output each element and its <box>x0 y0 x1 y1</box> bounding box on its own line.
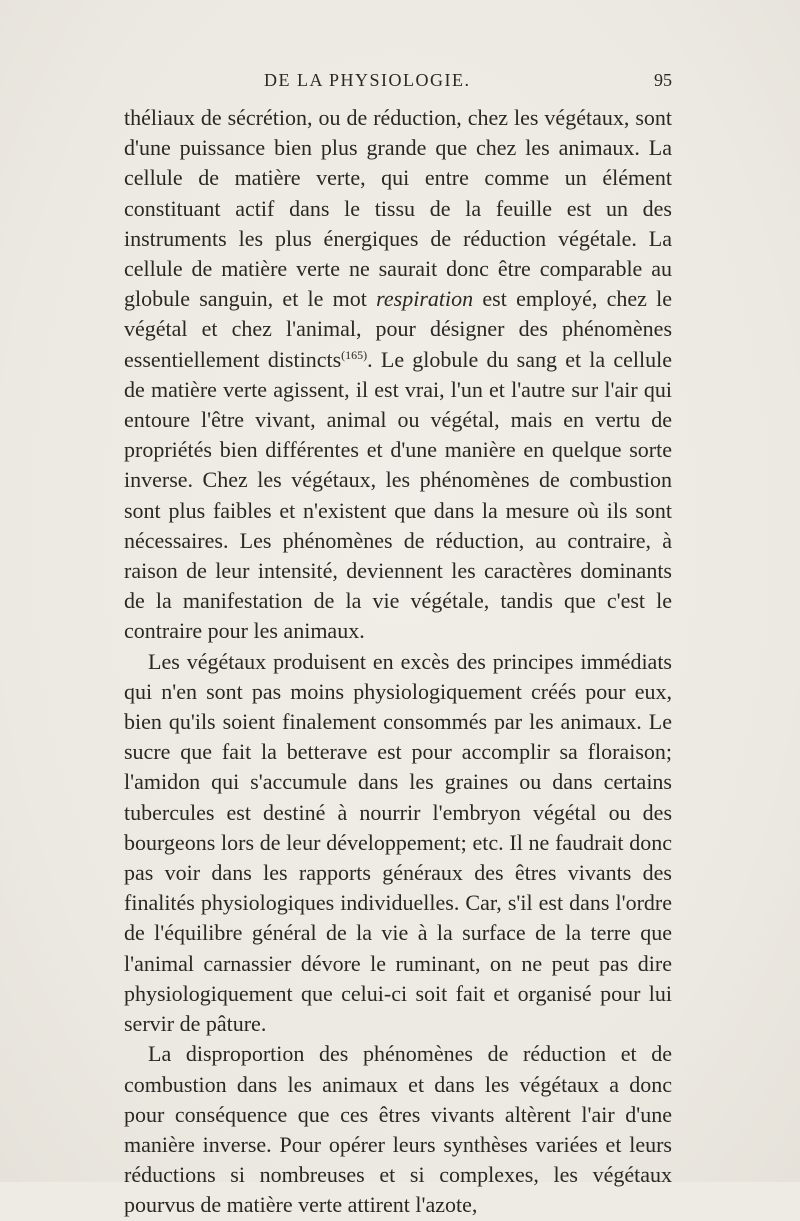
footnote-reference: (165) <box>341 347 368 362</box>
body-text <box>124 103 672 1221</box>
paragraph-2: Les végétaux produisent en excès des principes immédiats qui n'en sont pas moins physiologiquement créés pour eux, bien qu'ils soient finalement consommés par les animaux. Le sucre que fait la betterave est pour accomplir sa floraison; l'amidon qui s'accumule dans les graines ou dans certains tubercules est destiné à nourrir l'embryon végétal ou des bourgeons lors de leur développement; etc. Il ne faudrait donc pas voir dans les rapports généraux des êtres vivants des finalités physiologiques individuelles. Car, s'il est dans l'ordre de l'équilibre général de la vie à la surface de la terre que l'animal carnassier dévore le ruminant, on ne peut pas dire physiologiquement que celui-ci soit fait et organisé pour lui servir de pâture. <box>124 648 672 1037</box>
paragraph-1-text-a: théliaux de sécrétion, ou de réduction, chez les végétaux, sont d'une puissance bien plus grande que chez les animaux. La cellule de matière verte, qui entre comme un élément constituant actif dans le tissu de la feuille est un des instruments les plus énergiques de réduction végétale. La cellule de matière verte ne saurait donc être comparable au globule sanguin, et le mot <box>124 105 672 312</box>
page-number: 95 <box>654 70 672 90</box>
paragraph-1 <box>124 103 672 647</box>
emphasis-respiration: respiration <box>376 286 474 312</box>
paragraph-1-text-c: . Le globule du sang et la cellule de matière verte agissent, il est vrai, l'un et l'autre sur l'air qui entoure l'être vivant, animal ou végétal, mais en vertu de propriétés bien différentes et d'une manière en quelque sorte inverse. Chez les végétaux, les phénomènes de combustion sont plus faibles et n'existent que dans la mesure où ils sont nécessaires. Les phénomènes de réduction, au contraire, à raison de leur intensité, deviennent les caractères dominants de la manifestation de la vie végétale, tandis que c'est le contraire pour les animaux. <box>124 346 672 644</box>
paragraph-3: La disproportion des phénomènes de réduction et de combustion dans les animaux et dans les végétaux a donc pour conséquence que ces êtres vivants altèrent l'air d'une manière inverse. Pour opérer leurs synthèses variées et leurs réductions si nombreuses et si complexes, les végétaux pourvus de matière verte attirent l'azote, <box>124 1041 672 1218</box>
paragraph-1-text-b: est employé, chez le végétal et chez l'animal, pour désigner des phénomènes essentiellement distincts <box>124 286 672 372</box>
running-head <box>124 70 672 94</box>
running-head-title: DE LA PHYSIOLOGIE. <box>264 70 471 90</box>
